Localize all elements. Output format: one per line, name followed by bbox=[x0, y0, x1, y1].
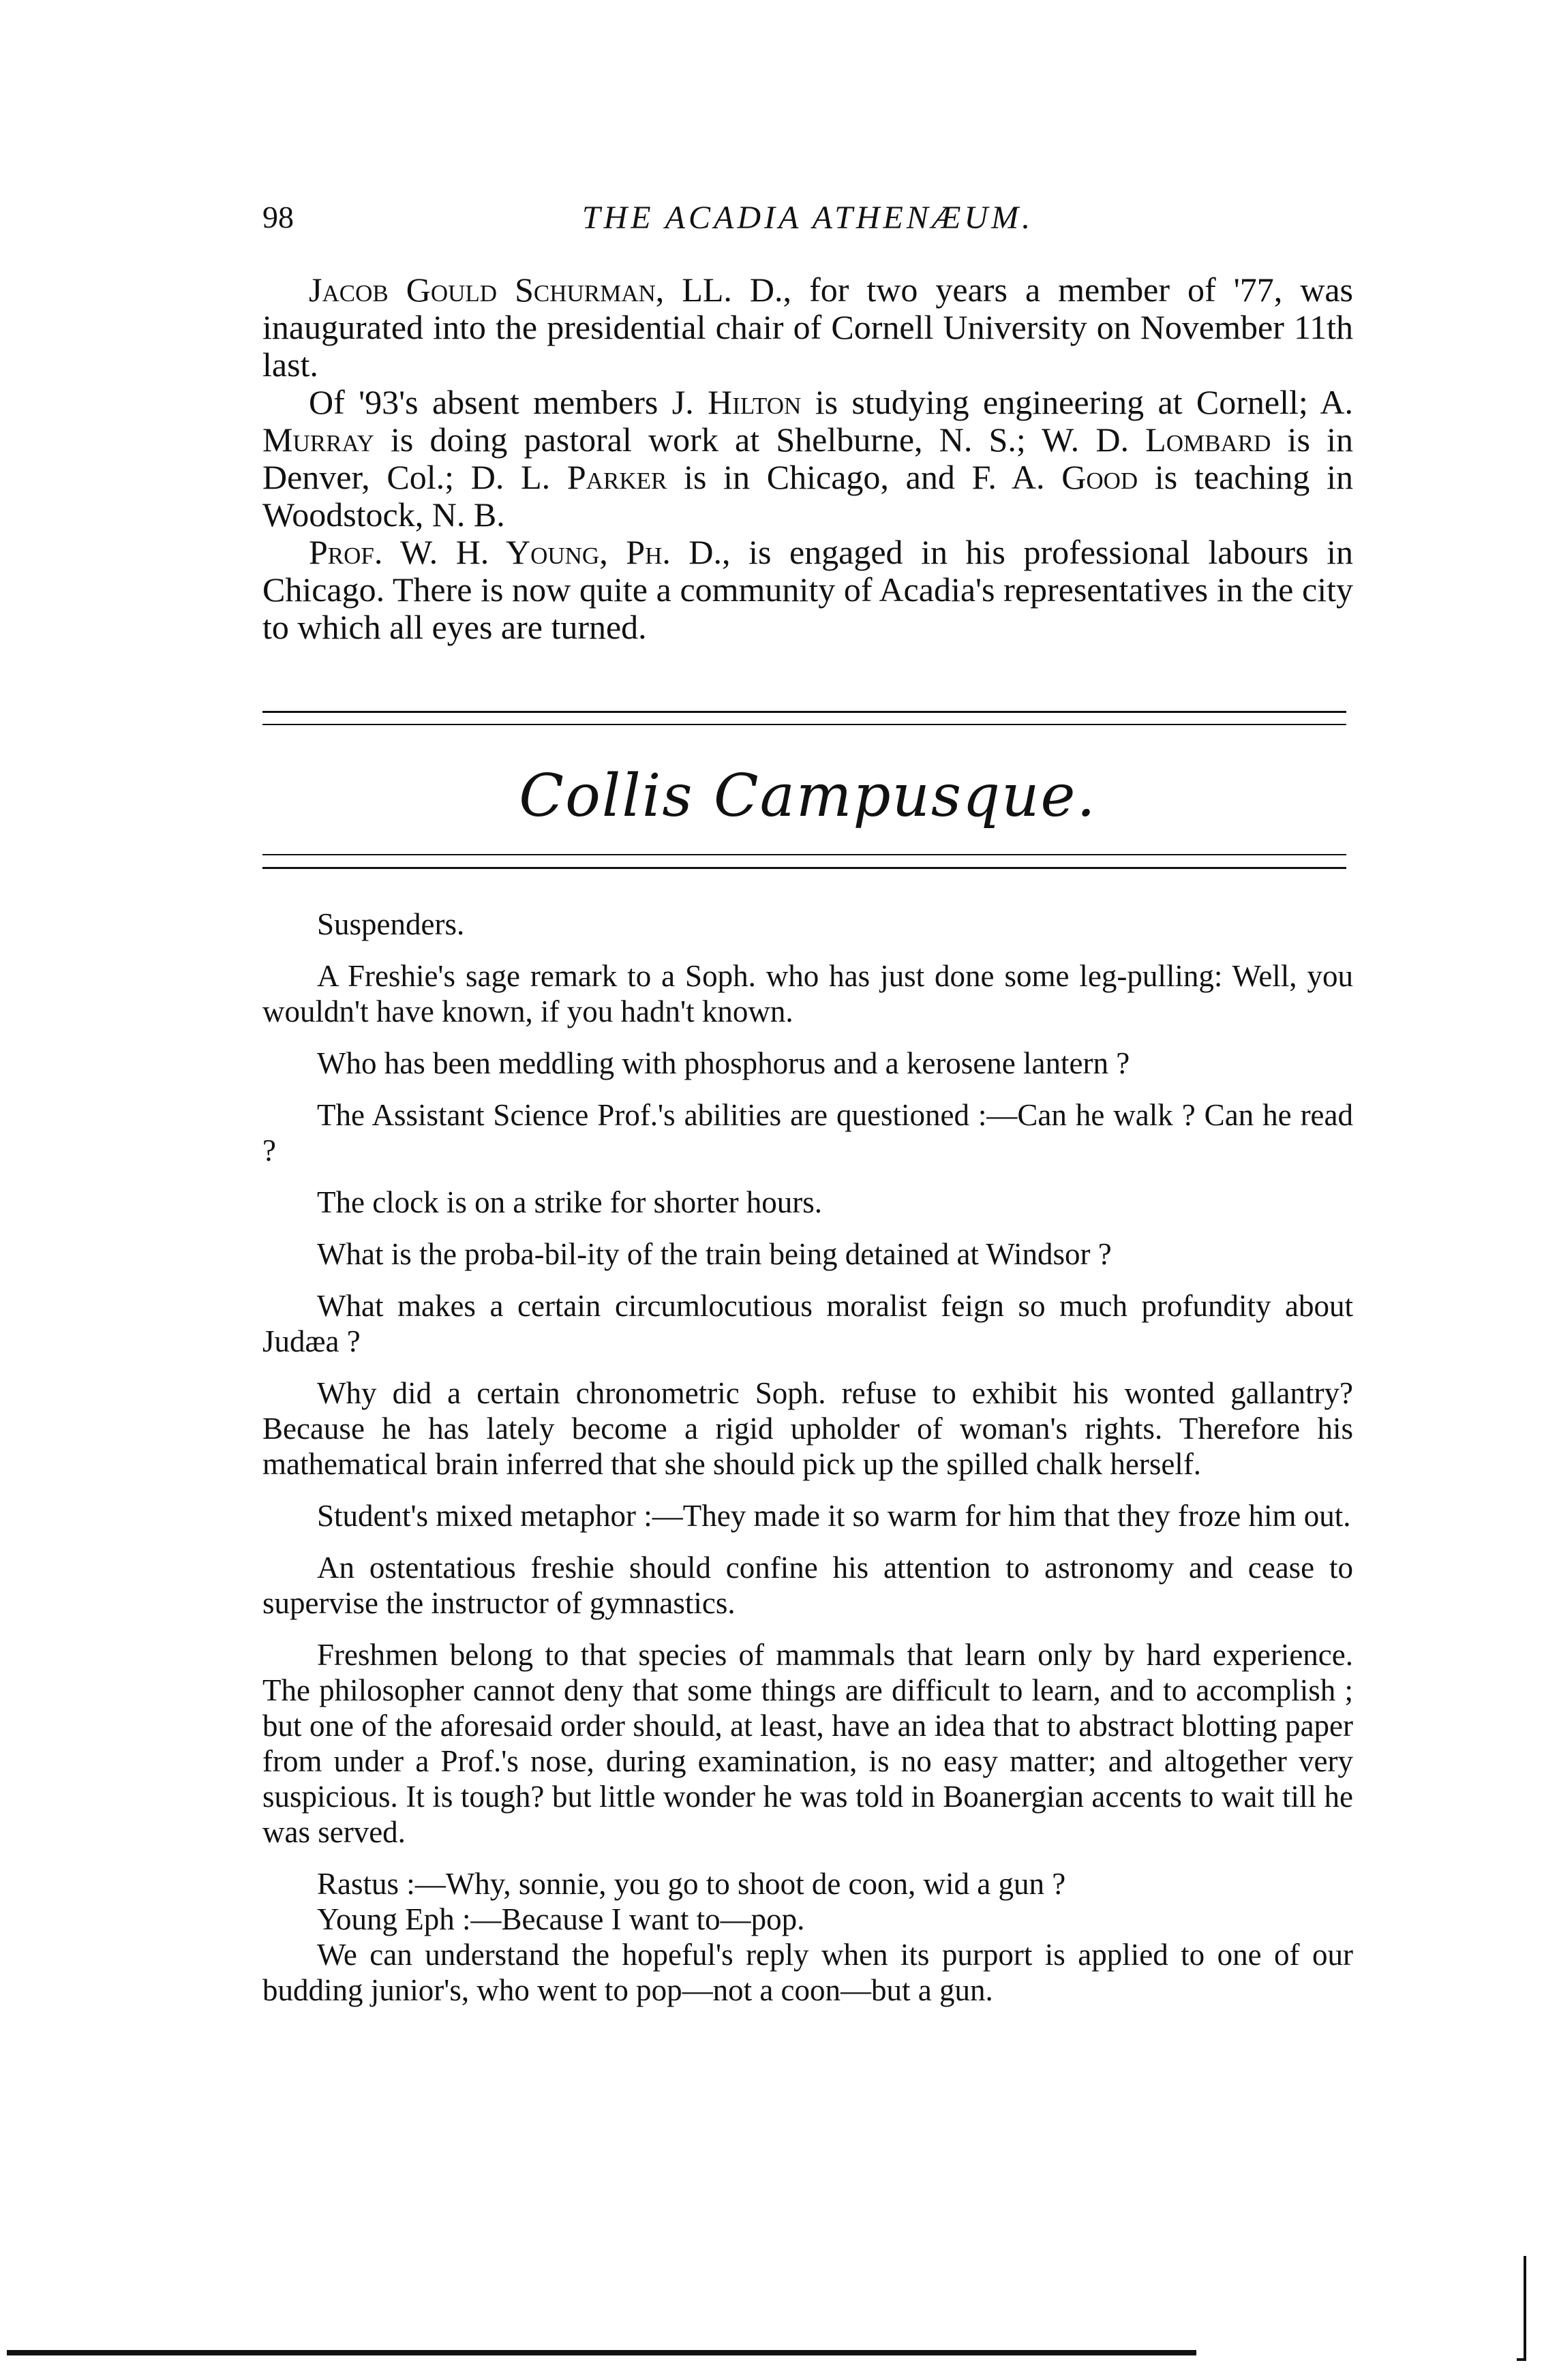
notes-section bbox=[262, 271, 1353, 646]
list-item: Freshmen belong to that species of mammals that learn only by hard experience. The philosopher cannot deny that some things are difficult to learn, and to accomplish ; but one of the aforesaid order should, at least, have an idea that to abstract blotting paper from under a Prof.'s nose, during examination, is no easy matter; and altogether very suspicious. It is tough? but little wonder he was told in Boanergian accents to wait till he was served. bbox=[262, 1638, 1353, 1849]
bottom-rule bbox=[7, 2350, 1196, 2355]
note-young bbox=[262, 534, 1353, 646]
person-name: Murray bbox=[262, 421, 374, 459]
note-text: is studying engineering at Cornell; A. bbox=[801, 383, 1353, 421]
list-item: Suspenders. bbox=[317, 907, 465, 941]
note-text: is in Denver, Col.; D. L. bbox=[262, 421, 1353, 496]
note-class-93 bbox=[262, 384, 1353, 534]
person-name: Hilton bbox=[708, 383, 802, 421]
section-heading: Collis Campusque. bbox=[519, 762, 1097, 830]
person-name: Jacob Gould Schurman bbox=[309, 271, 656, 309]
note-text: , LL. D., for two years a member of '77, was inaugurated into the presidential chair of Cornell University on November 11th last. bbox=[262, 271, 1353, 384]
list-item: Who has been meddling with phosphorus and a kerosene lantern ? bbox=[317, 1046, 1130, 1080]
campus-items bbox=[262, 906, 1353, 2024]
list-item: The Assistant Science Prof.'s abilities are questioned :—Can he walk ? Can he read ? bbox=[262, 1098, 1353, 1168]
dialogue-rastus: Rastus :—Why, sonnie, you go to shoot de coon, wid a gun ? bbox=[317, 1867, 1066, 1901]
dialogue-eph: Young Eph :—Because I want to—pop. bbox=[317, 1902, 805, 1936]
section-rule-bottom-1 bbox=[262, 854, 1346, 855]
person-name: Lombard bbox=[1145, 421, 1271, 459]
section-rule-top-2 bbox=[262, 724, 1346, 725]
note-schurman bbox=[262, 271, 1353, 384]
note-text: , is engaged in his professional labours in Chicago. There is now quite a community of Acadia's representatives in the city to which all eyes are turned. bbox=[262, 533, 1354, 646]
running-head bbox=[262, 199, 1353, 240]
list-item: What is the proba-bil-ity of the train being detained at Windsor ? bbox=[317, 1237, 1112, 1271]
note-text: is teaching in Woodstock, N. B. bbox=[262, 458, 1353, 534]
list-item: Why did a certain chronometric Soph. refuse to exhibit his wonted gallantry? Because he has lately become a rigid upholder of woman's rights. Therefore his mathematical brain inferred that she should pick up the spilled chalk herself. bbox=[262, 1376, 1353, 1481]
note-text: Of '93's absent members J. bbox=[309, 383, 708, 421]
person-name: Good bbox=[1061, 458, 1138, 496]
list-item: Student's mixed metaphor :—They made it so warm for him that they froze him out. bbox=[317, 1499, 1351, 1533]
person-name: Prof. W. H. Young, Ph. D. bbox=[309, 533, 723, 571]
note-text: is in Chicago, and F. A. bbox=[667, 458, 1062, 496]
list-item: The clock is on a strike for shorter hours. bbox=[317, 1185, 823, 1219]
list-item: What makes a certain circumlocutious moralist feign so much profundity about Judæa ? bbox=[262, 1289, 1353, 1358]
section-rule-top-1 bbox=[262, 711, 1346, 713]
note-text: is doing pastoral work at Shelburne, N. S.; W. D. bbox=[374, 421, 1146, 459]
list-item: A Freshie's sage remark to a Soph. who has just done some leg-pulling: Well, you wouldn't have known, if you hadn't known. bbox=[262, 959, 1353, 1028]
section-rule-bottom-2 bbox=[262, 867, 1346, 869]
journal-title: THE ACADIA ATHENÆUM. bbox=[581, 200, 1034, 236]
list-item: An ostentatious freshie should confine his attention to astronomy and cease to supervise the instructor of gymnastics. bbox=[262, 1551, 1353, 1620]
page-number: 98 bbox=[262, 200, 294, 234]
person-name: Parker bbox=[566, 458, 667, 496]
margin-bracket bbox=[1517, 2256, 1526, 2361]
dialogue-closing: We can understand the hopeful's reply when its purport is applied to one of our budding junior's, who went to pop—not a coon—but a gun. bbox=[262, 1938, 1353, 2007]
